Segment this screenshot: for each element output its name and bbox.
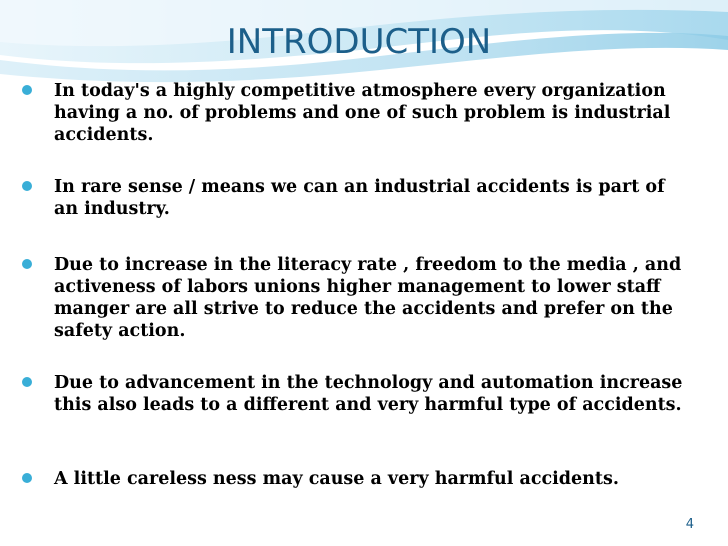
page-number: 4: [685, 517, 694, 532]
slide-title: INTRODUCTION: [226, 22, 492, 62]
bullet-item: [22, 80, 682, 146]
bullet-text: In rare sense / means we can an industrial accidents is part of an industry.: [54, 177, 665, 219]
bullet-text: A little careless ness may cause a very harmful accidents.: [54, 469, 619, 489]
bullet-dot-icon: [22, 473, 32, 483]
bullet-dot-icon: [22, 181, 32, 191]
bullet-item: [22, 372, 682, 416]
bullet-item: [22, 254, 682, 342]
bullet-item: [22, 468, 682, 490]
bullet-text: In today's a highly competitive atmosphere every organization having a no. of problems and one of such problem is industrial accidents.: [54, 81, 671, 145]
bullet-dot-icon: [22, 377, 32, 387]
bullet-dot-icon: [22, 85, 32, 95]
bullet-text: Due to advancement in the technology and automation increase this also leads to a different and very harmful type of accidents.: [54, 373, 683, 415]
bullet-text: Due to increase in the literacy rate , freedom to the media , and activeness of labors unions higher management to lower staff manger are all strive to reduce the accidents and prefer on the safety action.: [54, 255, 682, 341]
bullet-dot-icon: [22, 259, 32, 269]
bullet-item: [22, 176, 682, 220]
